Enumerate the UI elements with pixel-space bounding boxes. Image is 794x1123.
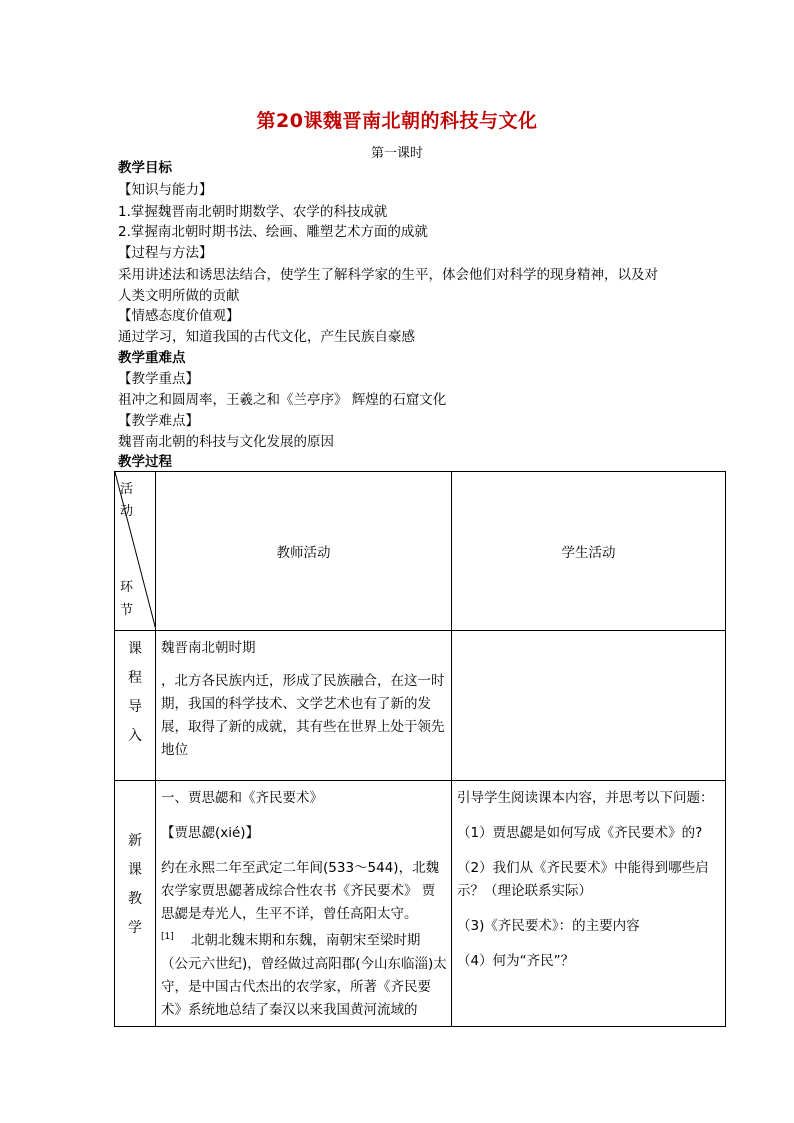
diagonal-header-cell: [115, 472, 156, 631]
table-row-intro: [115, 631, 726, 781]
stage-char: 入: [128, 728, 142, 744]
stage-char: 课: [128, 862, 142, 878]
focus-label: 【教学重点】: [118, 371, 199, 387]
intro-teacher-line-2: ，北方各民族内迁，形成了民族融合，在这一时期，我国的科学技术、文学艺术也有了新的发展，取得了新的成就，其有些在世界上处于领先地位: [161, 673, 445, 758]
document-subtitle: 第一课时: [370, 146, 423, 161]
new-lesson-section-heading: 一、贾思勰和《齐民要术》: [161, 790, 323, 806]
new-lesson-paragraph-2-text: 北朝北魏末期和东魏，南朝宋至梁时期（公元六世纪)，曾经做过高阳郡(今山东临淄)太守，是中国古代杰出的农学家，所著《齐民要术》系统地总结了秦汉以来我国黄河流域的: [161, 932, 447, 1018]
student-cell-intro: [452, 631, 726, 781]
process-text-2: 人类文明所做的贡献: [118, 288, 240, 304]
student-question-3: （3)《齐民要术》：的主要内容: [457, 918, 640, 934]
student-question-2: （2）我们从《齐民要术》中能得到哪些启示？（理论联系实际）: [457, 860, 709, 899]
header-activity-char-2: 动: [120, 504, 134, 519]
new-lesson-paragraph-1: 约在永熙二年至武定二年间(533～544)，北魏农学家贾思勰著成综合性农书《齐民要术》 贾思勰是寿光人，生平不详，曾任高阳太守。: [161, 860, 440, 922]
emotion-text: 通过学习，知道我国的古代文化，产生民族自豪感: [118, 329, 415, 345]
new-lesson-paragraph-2: [161, 926, 447, 1022]
stage-cell-new-lesson: [115, 781, 156, 1027]
table-row-new-lesson: [115, 781, 726, 1027]
table-header-row: [115, 472, 726, 631]
stage-char: 新: [128, 833, 142, 849]
header-stage-char-2: 节: [120, 603, 134, 618]
student-cell-new-lesson: [452, 781, 726, 1027]
difficulty-text: 魏晋南北朝的科技与文化发展的原因: [118, 434, 334, 450]
new-lesson-person-label: 【贾思勰(xié)】: [161, 825, 260, 841]
stage-char: 课: [128, 641, 142, 657]
difficulty-label: 【教学难点】: [118, 413, 199, 429]
stage-char: 导: [128, 699, 142, 715]
teacher-cell-intro: [156, 631, 452, 781]
objectives-heading: 教学目标: [118, 160, 172, 176]
key-points-heading: 教学重难点: [118, 350, 186, 366]
student-question-1: （1）贾思勰是如何写成《齐民要术》的?: [457, 825, 703, 841]
header-activity-char-1: 活: [120, 482, 134, 497]
process-heading: 教学过程: [118, 454, 172, 470]
stage-cell-intro: [115, 631, 156, 781]
document-title: 第20课魏晋南北朝的科技与文化: [256, 110, 538, 132]
emotion-label: 【情感态度价值观】: [118, 308, 240, 324]
teaching-process-table: [114, 471, 726, 1027]
footnote-ref: [1]: [161, 932, 174, 942]
knowledge-item-1: 1.掌握魏晋南北朝时期数学、农学的科技成就: [118, 204, 388, 220]
knowledge-item-2: 2.掌握南北朝时期书法、绘画、雕塑艺术方面的成就: [118, 224, 428, 240]
stage-char: 程: [128, 670, 142, 686]
intro-teacher-line-1: 魏晋南北朝时期: [161, 640, 256, 656]
teacher-activity-header: 教师活动: [156, 472, 452, 631]
process-text-1: 采用讲述法和诱思法结合，使学生了解科学家的生平，体会他们对科学的现身精神，以及对: [118, 267, 658, 283]
student-question-4: （4）何为“齐民”？: [457, 953, 575, 969]
teacher-cell-new-lesson: [156, 781, 452, 1027]
student-activity-header: 学生活动: [452, 472, 726, 631]
header-stage-char-1: 环: [120, 580, 134, 595]
stage-char: 教: [128, 891, 142, 907]
student-instruction: 引导学生阅读课本内容，并思考以下问题：: [457, 790, 714, 806]
stage-char: 学: [128, 920, 142, 936]
process-label: 【过程与方法】: [118, 245, 213, 261]
focus-text: 祖冲之和圆周率，王羲之和《兰亭序》 辉煌的石窟文化: [118, 392, 447, 408]
knowledge-label: 【知识与能力】: [118, 182, 213, 198]
